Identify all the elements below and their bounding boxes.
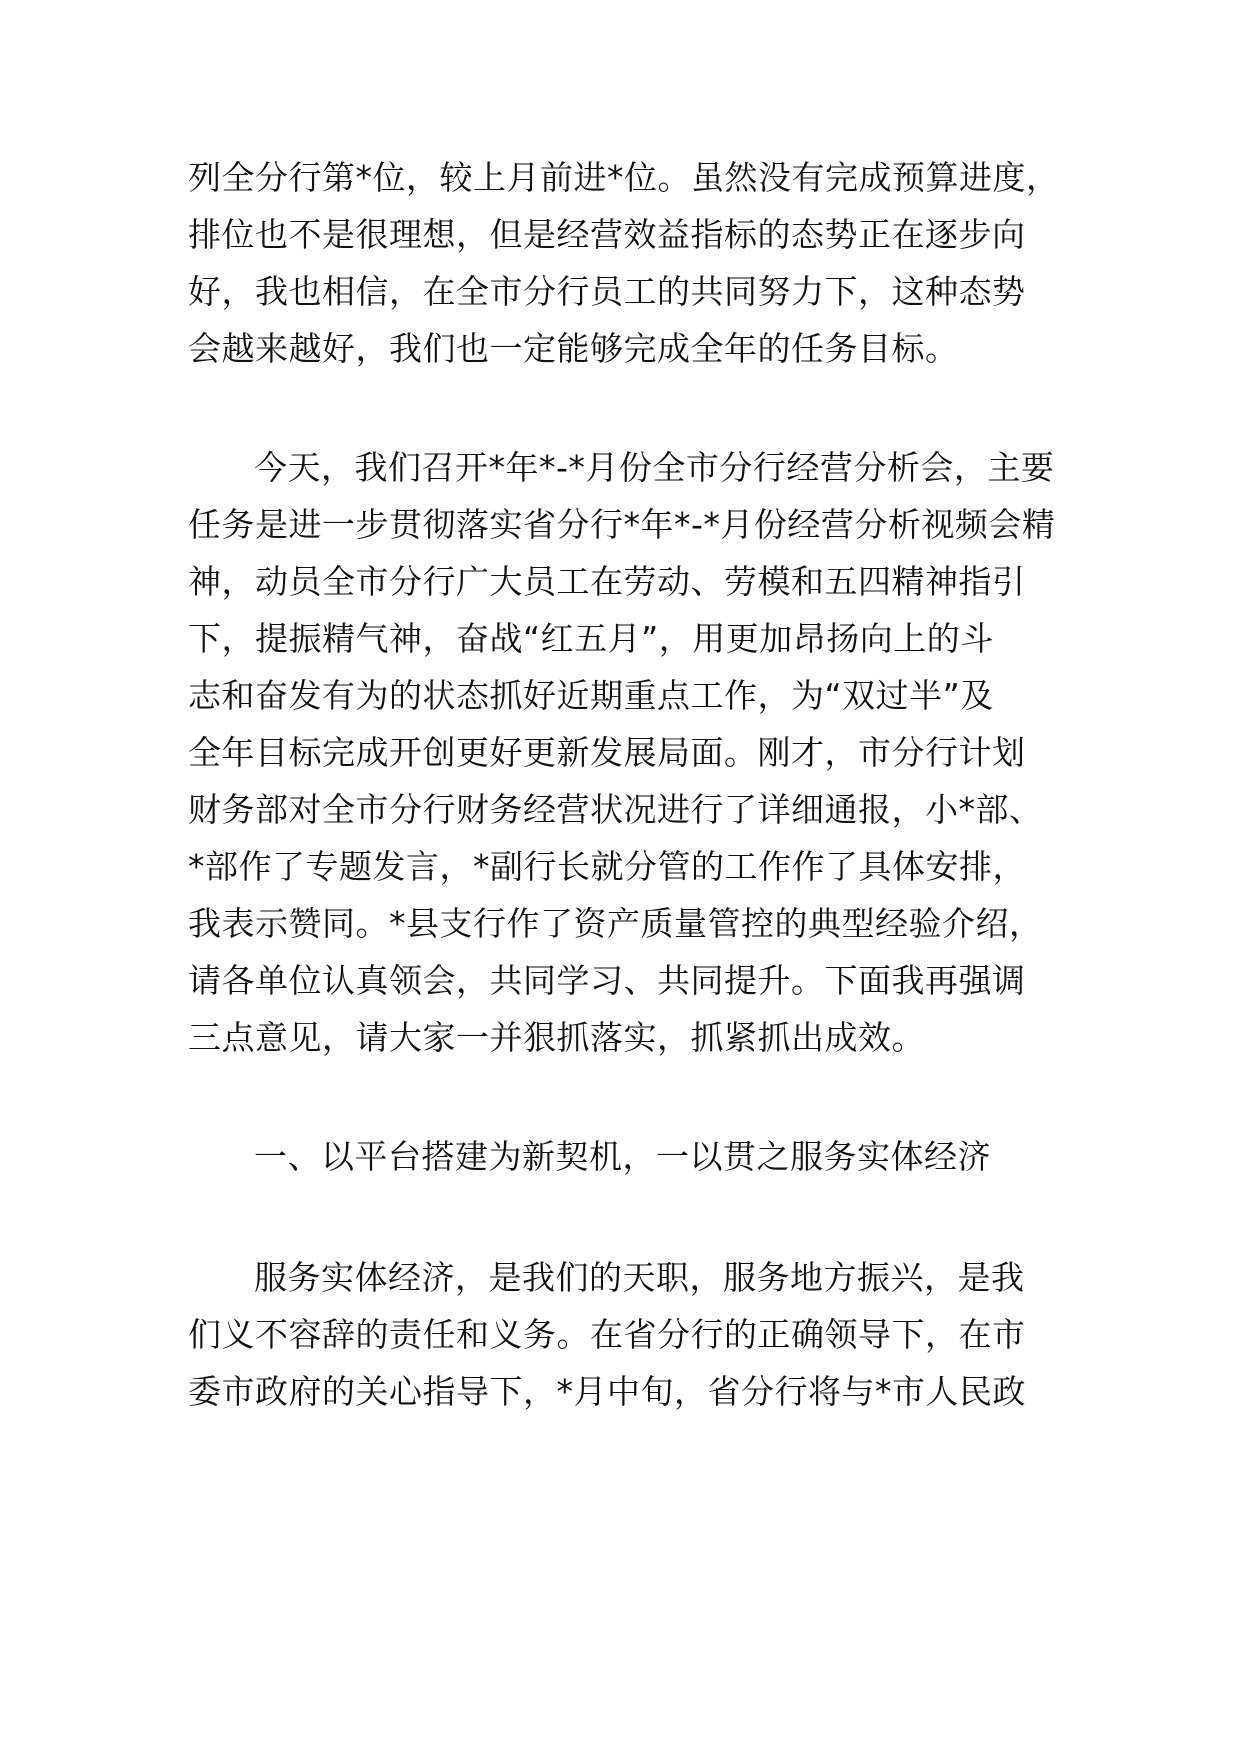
paragraph-2-line-10: 请各单位认真领会，共同学习、共同提升。下面我再强调: [188, 961, 1026, 1000]
paragraph-1-line-3: 好，我也相信，在全市分行员工的共同努力下，这种态势: [188, 272, 1026, 311]
paragraph-2-line-7: 财务部对全市分行财务经营状况进行了详细通报，小*部、: [188, 790, 1043, 829]
paragraph-1-line-4: 会越来越好，我们也一定能够完成全年的任务目标。: [188, 329, 959, 368]
paragraph-2-line-9: 我表示赞同。*县支行作了资产质量管控的典型经验介绍，: [188, 904, 1043, 943]
paragraph-3-line-3: 委市政府的关心指导下，*月中旬，省分行将与*市人民政: [188, 1372, 1026, 1411]
paragraph-2-line-6: 全年目标完成开创更好更新发展局面。刚才，市分行计划: [188, 733, 1026, 772]
paragraph-1-line-1: 列全分行第*位，较上月前进*位。虽然没有完成预算进度，: [188, 158, 1060, 197]
paragraph-2-line-1: 今天，我们召开*年*-*月份全市分行经营分析会，主要: [254, 448, 1055, 487]
paragraph-2-line-11: 三点意见，请大家一并狠抓落实，抓紧抓出成效。: [188, 1018, 925, 1057]
paragraph-2-line-3: 神，动员全市分行广大员工在劳动、劳模和五四精神指引: [188, 562, 1026, 601]
paragraph-2-line-4: 下，提振精气神，奋战“红五月”，用更加昂扬向上的斗: [188, 619, 994, 658]
section-heading-1: 一、以平台搭建为新契机，一以贯之服务实体经济: [254, 1137, 991, 1176]
paragraph-2-line-8: *部作了专题发言，*副行长就分管的工作作了具体安排，: [188, 847, 1026, 886]
paragraph-2-line-2: 任务是进一步贯彻落实省分行*年*-*月份经营分析视频会精: [188, 505, 1056, 544]
paragraph-2-line-5: 志和奋发有为的状态抓好近期重点工作，为“双过半”及: [188, 676, 994, 715]
paragraph-3-line-1: 服务实体经济，是我们的天职，服务地方振兴，是我: [254, 1258, 1025, 1297]
paragraph-1-line-2: 排位也不是很理想，但是经营效益指标的态势正在逐步向: [188, 215, 1026, 254]
paragraph-3-line-2: 们义不容辞的责任和义务。在省分行的正确领导下，在市: [188, 1315, 1026, 1354]
